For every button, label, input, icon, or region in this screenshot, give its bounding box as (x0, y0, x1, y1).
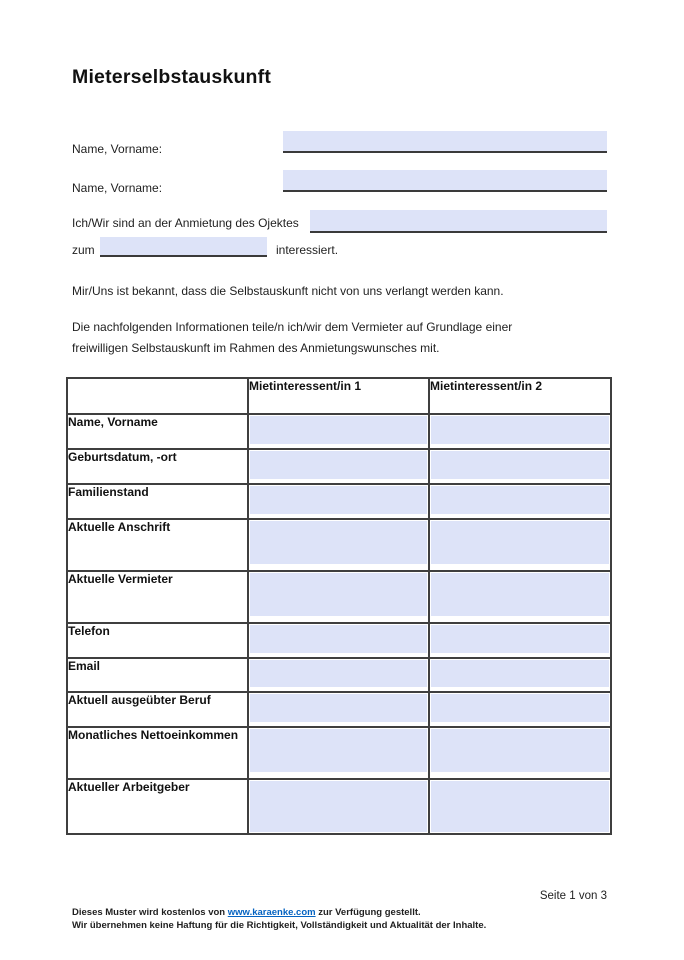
name1-input[interactable] (283, 131, 607, 153)
row-label: Email (67, 658, 248, 692)
table-input-interessent-1[interactable] (250, 660, 427, 687)
karaenke-link[interactable]: www.karaenke.com (227, 907, 316, 918)
table-cell-interessent-1 (248, 484, 429, 519)
page-number: Seite 1 von 3 (539, 890, 607, 902)
table-cell-interessent-2 (429, 727, 611, 779)
table-cell-interessent-1 (248, 727, 429, 779)
object-input[interactable] (310, 210, 607, 233)
table-input-interessent-1[interactable] (250, 729, 427, 772)
name1-label: Name, Vorname: (72, 142, 163, 156)
table-row (67, 519, 611, 571)
table-input-interessent-1[interactable] (250, 416, 427, 444)
table-cell-interessent-1 (248, 779, 429, 834)
row-label: Aktuell ausgeübter Beruf (67, 692, 248, 727)
table-cell-interessent-2 (429, 658, 611, 692)
row-label: Familienstand (67, 484, 248, 519)
table-input-interessent-1[interactable] (250, 781, 427, 832)
table-row (67, 658, 611, 692)
table-cell-interessent-2 (429, 484, 611, 519)
table-cell-interessent-2 (429, 449, 611, 484)
table-cell-interessent-2 (429, 623, 611, 658)
page-title: Mieterselbstauskunft (72, 66, 272, 88)
table-input-interessent-1[interactable] (250, 451, 427, 479)
table-input-interessent-1[interactable] (250, 625, 427, 653)
row-label: Aktueller Arbeitgeber (67, 779, 248, 834)
table-cell-interessent-1 (248, 449, 429, 484)
applicants-table (66, 377, 612, 835)
name2-label: Name, Vorname: (72, 181, 163, 195)
footer-provider-prefix: Dieses Muster wird kostenlos von (72, 907, 226, 918)
row-label: Aktuelle Vermieter (67, 571, 248, 623)
table-body (67, 414, 611, 834)
table-row (67, 727, 611, 779)
disclosure-paragraph (72, 317, 612, 359)
table-cell-interessent-2 (429, 571, 611, 623)
table-input-interessent-1[interactable] (250, 521, 427, 564)
row-label: Aktuelle Anschrift (67, 519, 248, 571)
table-input-interessent-2[interactable] (431, 625, 609, 653)
date-suffix-text: interessiert. (276, 243, 339, 257)
table-input-interessent-2[interactable] (431, 729, 609, 772)
table-row (67, 692, 611, 727)
table-row (67, 779, 611, 834)
table-cell-interessent-2 (429, 692, 611, 727)
table-input-interessent-1[interactable] (250, 694, 427, 722)
table-cell-interessent-1 (248, 658, 429, 692)
table-cell-interessent-2 (429, 414, 611, 449)
table-cell-interessent-1 (248, 571, 429, 623)
table-corner-cell (67, 378, 248, 414)
footer-disclaimer: Wir übernehmen keine Haftung für die Richtigkeit, Vollständigkeit und Aktualität der Inhalte. (72, 920, 487, 931)
row-label: Monatliches Nettoeinkommen (67, 727, 248, 779)
table-input-interessent-1[interactable] (250, 573, 427, 616)
row-label: Geburtsdatum, -ort (67, 449, 248, 484)
note-paragraph: Mir/Uns ist bekannt, dass die Selbstauskunft nicht von uns verlangt werden kann. (72, 284, 504, 298)
table-row (67, 414, 611, 449)
date-input[interactable] (100, 237, 267, 257)
table-input-interessent-2[interactable] (431, 573, 609, 616)
row-label: Telefon (67, 623, 248, 658)
table-row (67, 571, 611, 623)
col-header-interessent-2: Mietinteressent/in 2 (429, 378, 611, 414)
table-row (67, 449, 611, 484)
disclosure-line2: freiwilligen Selbstauskunft im Rahmen des Anmietungswunsches mit. (72, 341, 440, 355)
table-cell-interessent-1 (248, 519, 429, 571)
footer-provider-suffix: zur Verfügung gestellt. (318, 907, 421, 918)
object-sentence-text: Ich/Wir sind an der Anmietung des Ojektes (72, 216, 299, 230)
table-row (67, 623, 611, 658)
table-header-row (67, 378, 611, 414)
table-row (67, 484, 611, 519)
table-cell-interessent-1 (248, 623, 429, 658)
table-input-interessent-2[interactable] (431, 416, 609, 444)
table-input-interessent-2[interactable] (431, 781, 609, 832)
date-prefix-text: zum (72, 243, 95, 257)
table-input-interessent-2[interactable] (431, 694, 609, 722)
footer-provider-line (72, 906, 421, 919)
table-input-interessent-1[interactable] (250, 486, 427, 514)
table-cell-interessent-1 (248, 414, 429, 449)
col-header-interessent-1: Mietinteressent/in 1 (248, 378, 429, 414)
name2-input[interactable] (283, 170, 607, 192)
row-label: Name, Vorname (67, 414, 248, 449)
table-input-interessent-2[interactable] (431, 521, 609, 564)
table-cell-interessent-1 (248, 692, 429, 727)
table-input-interessent-2[interactable] (431, 451, 609, 479)
table-input-interessent-2[interactable] (431, 660, 609, 687)
disclosure-line1: Die nachfolgenden Informationen teile/n ich/wir dem Vermieter auf Grundlage einer (72, 320, 513, 334)
table-input-interessent-2[interactable] (431, 486, 609, 514)
table-cell-interessent-2 (429, 779, 611, 834)
table-cell-interessent-2 (429, 519, 611, 571)
